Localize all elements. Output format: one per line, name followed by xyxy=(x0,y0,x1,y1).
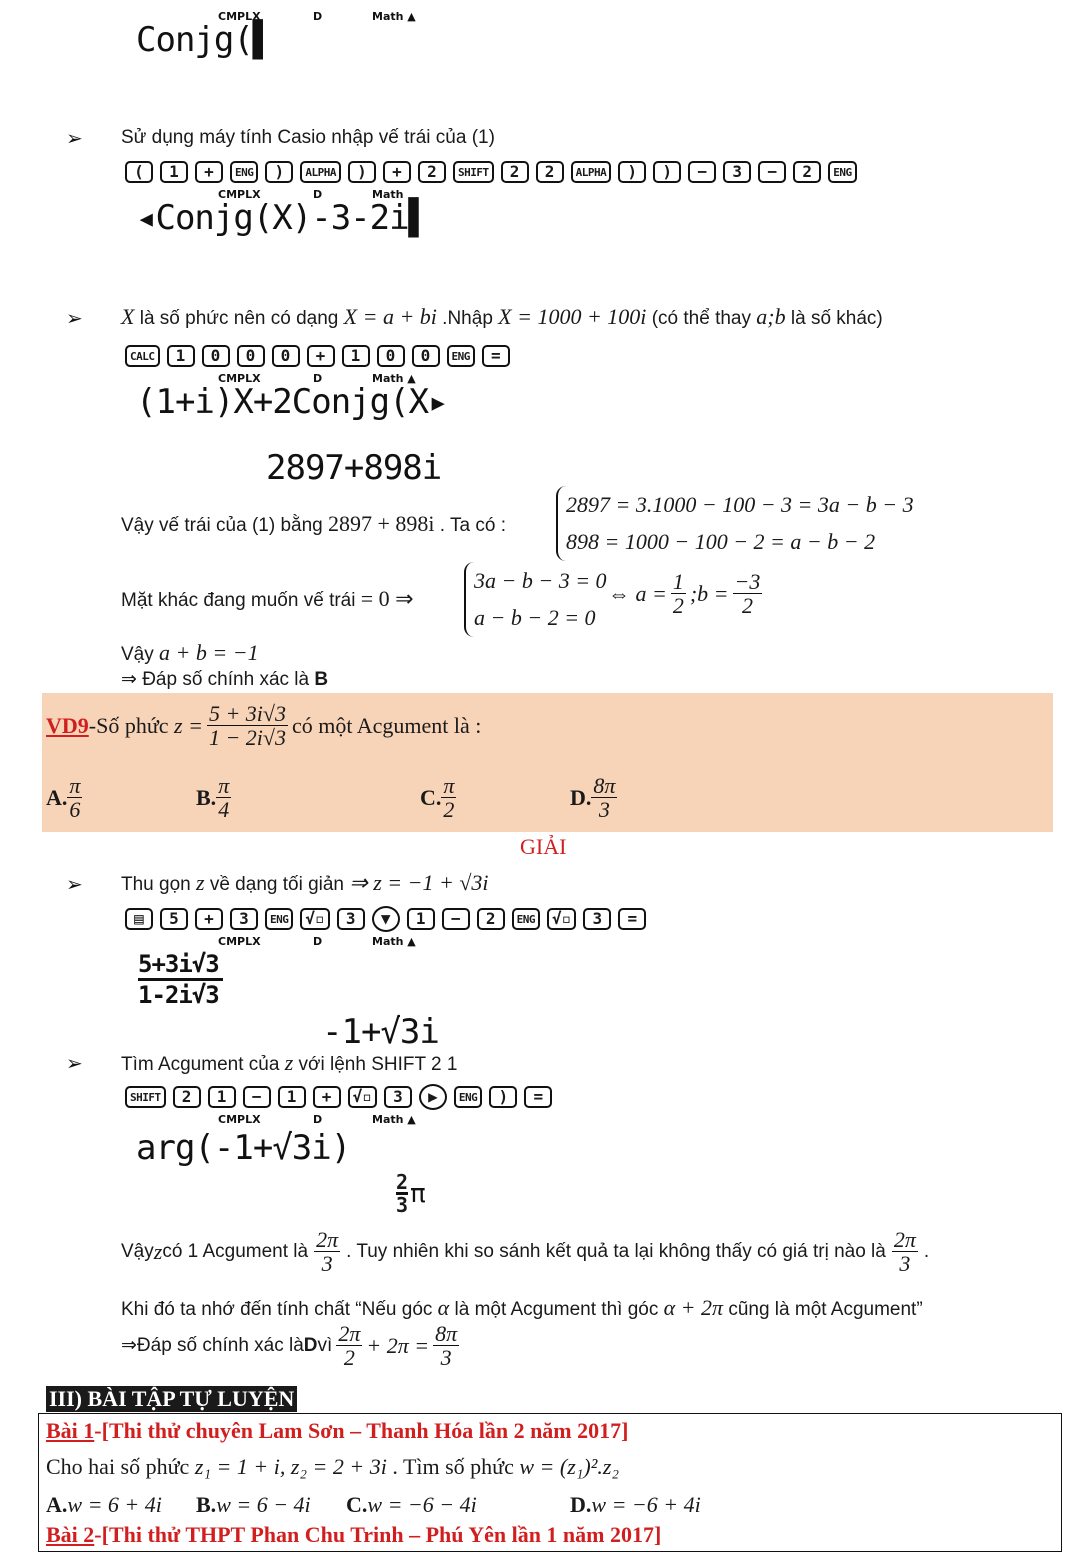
key-3[interactable]: 3 xyxy=(230,908,258,930)
key-plus[interactable]: + xyxy=(195,908,223,930)
d-indicator: D xyxy=(313,1113,323,1126)
key-2[interactable]: 2 xyxy=(418,161,446,183)
key-minus[interactable]: − xyxy=(758,161,786,183)
key-eng[interactable]: ENG xyxy=(512,908,540,930)
key-3[interactable]: 3 xyxy=(583,908,611,930)
cmplx-indicator: CMPLX xyxy=(218,188,261,201)
key-2[interactable]: 2 xyxy=(536,161,564,183)
calc-screen-step1: ◂Conjg(X)-3-2i▌ xyxy=(136,198,429,238)
key-sqrt[interactable]: √▫ xyxy=(348,1086,377,1108)
key-1[interactable]: 1 xyxy=(160,161,188,183)
key-eng[interactable]: ENG xyxy=(447,345,475,367)
conclude3-text: Vậy a + b = −1 xyxy=(121,640,259,665)
calc-result-step3: -1+√3i xyxy=(322,1012,439,1052)
bullet-arrow-icon: ➢ xyxy=(66,872,83,896)
bai1-option-a[interactable]: A.w = 6 + 4i xyxy=(46,1492,162,1517)
keys-row-2 xyxy=(125,342,510,370)
solution-a-b: ⇔ a = $\frac{1}{2}$ ;b = $\frac{-3}{2}$ xyxy=(608,569,761,619)
fraction: $\frac{8\pi}{3}$ xyxy=(435,1321,458,1371)
system-equations-1: 2897 = 3.1000 − 100 − 3 = 3a − b − 3 898 = 1000 − 100 − 2 = a − b − 2 xyxy=(556,486,914,561)
key-sqrt[interactable]: √▫ xyxy=(300,908,329,930)
option-d[interactable]: D. $\frac{8\pi}{3}$ xyxy=(570,773,616,823)
fraction: $\frac{1}{2}$ xyxy=(672,569,684,619)
key-fraction[interactable]: ▤ xyxy=(125,908,153,930)
solution-heading: GIẢI xyxy=(520,834,567,859)
key-close-paren[interactable]: ) xyxy=(265,161,293,183)
calc-screen-fraction: 5+3i√3 1-2i√3 xyxy=(138,950,223,1009)
key-eng[interactable]: ENG xyxy=(230,161,258,183)
key-0[interactable]: 0 xyxy=(237,345,265,367)
key-sqrt[interactable]: √▫ xyxy=(547,908,576,930)
key-3[interactable]: 3 xyxy=(337,908,365,930)
vd9-question: VD9 -Số phức z = $\frac{5 + 3i√3}{1 - 2i√3}$ có một Acgument là : xyxy=(46,701,482,751)
fraction: $\frac{\pi}{6}$ xyxy=(69,773,81,823)
key-2[interactable]: 2 xyxy=(501,161,529,183)
key-1[interactable]: 1 xyxy=(407,908,435,930)
conclude4-text: Vậy z có 1 Acgument là $\frac{2\pi}{3}$ . Tuy nhiên khi so sánh kết quả ta lại không thấy có giá trị nào là $\frac{2\pi}{3}$ . xyxy=(121,1227,930,1277)
key-eng[interactable]: ENG xyxy=(265,908,293,930)
key-alpha[interactable]: ALPHA xyxy=(300,161,341,183)
answer1-text: ⇒ Đáp số chính xác là B xyxy=(121,669,329,690)
bai1-option-b[interactable]: B.w = 6 − 4i xyxy=(196,1492,311,1517)
math-indicator: Math xyxy=(372,188,404,201)
key-3[interactable]: 3 xyxy=(723,161,751,183)
key-minus[interactable]: − xyxy=(442,908,470,930)
math-indicator: Math ▲ xyxy=(372,1113,416,1126)
answer2-text: ⇒ Đáp số chính xác là D vì $\frac{2\pi}{2}$ + 2π = $\frac{8\pi}{3}$ xyxy=(121,1321,458,1371)
key-2[interactable]: 2 xyxy=(477,908,505,930)
key-1[interactable]: 1 xyxy=(208,1086,236,1108)
key-open-paren[interactable]: ( xyxy=(125,161,153,183)
key-shift[interactable]: SHIFT xyxy=(125,1086,166,1108)
bai2-title: Bài 2-[Thi thử THPT Phan Chu Trinh – Phú Yên lần 1 năm 2017] xyxy=(46,1522,662,1547)
key-1[interactable]: 1 xyxy=(167,345,195,367)
d-indicator: D xyxy=(313,935,323,948)
key-2[interactable]: 2 xyxy=(173,1086,201,1108)
calc-result-step4: 2 3 π xyxy=(396,1170,425,1217)
fraction: $\frac{5 + 3i√3}{1 - 2i√3}$ xyxy=(208,701,286,751)
calc-result-step2: 2897+898i xyxy=(266,448,442,488)
cmplx-indicator: CMPLX xyxy=(218,935,261,948)
key-shift[interactable]: SHIFT xyxy=(453,161,494,183)
key-minus[interactable]: − xyxy=(243,1086,271,1108)
key-plus[interactable]: + xyxy=(313,1086,341,1108)
calc-screen-step4: arg(-1+√3i) xyxy=(136,1128,351,1168)
key-right-arrow[interactable]: ▶ xyxy=(419,1084,447,1110)
key-3[interactable]: 3 xyxy=(384,1086,412,1108)
keys-row-4 xyxy=(125,1083,552,1111)
key-2[interactable]: 2 xyxy=(793,161,821,183)
step3-text: Thu gọn z về dạng tối giản ⇒ z = −1 + √3i xyxy=(121,870,489,895)
fraction: $\frac{8\pi}{3}$ xyxy=(593,773,616,823)
math-indicator: Math ▲ xyxy=(372,372,416,385)
system-equations-2: 3a − b − 3 = 0 a − b − 2 = 0 xyxy=(464,562,607,637)
d-indicator: D xyxy=(313,188,323,201)
math-indicator: Math ▲ xyxy=(372,10,416,23)
key-0[interactable]: 0 xyxy=(202,345,230,367)
step1-text: Sử dụng máy tính Casio nhập vế trái của (1) xyxy=(121,127,495,148)
key-equals[interactable]: = xyxy=(482,345,510,367)
bullet-arrow-icon: ➢ xyxy=(66,1051,83,1075)
fraction: $\frac{\pi}{2}$ xyxy=(443,773,455,823)
key-minus[interactable]: − xyxy=(688,161,716,183)
cmplx-indicator: CMPLX xyxy=(218,10,261,23)
fraction: $\frac{2\pi}{2}$ xyxy=(338,1321,361,1371)
key-1[interactable]: 1 xyxy=(278,1086,306,1108)
key-close-paren[interactable]: ) xyxy=(348,161,376,183)
fraction: $\frac{2\pi}{3}$ xyxy=(316,1227,339,1277)
d-indicator: D xyxy=(313,10,323,23)
key-down-arrow[interactable]: ▼ xyxy=(372,906,400,932)
keys-row-3 xyxy=(125,905,646,933)
key-plus[interactable]: + xyxy=(383,161,411,183)
cmplx-indicator: CMPLX xyxy=(218,372,261,385)
option-c[interactable]: C. $\frac{\pi}{2}$ xyxy=(420,773,455,823)
section-heading: III) BÀI TẬP TỰ LUYỆN xyxy=(46,1386,297,1412)
step2-text: X là số phức nên có dạng X = a + bi .Nhập X = 1000 + 100i (có thể thay a;b là số khác) xyxy=(121,304,883,329)
key-close-paren[interactable]: ) xyxy=(618,161,646,183)
key-equals[interactable]: = xyxy=(524,1086,552,1108)
key-plus[interactable]: + xyxy=(307,345,335,367)
bai1-question: Cho hai số phức z₁ = 1 + i, z₂ = 2 + 3i . Tìm số phức w = (z₁)².z₂ xyxy=(46,1454,620,1479)
conclude5-text: Khi đó ta nhớ đến tính chất “Nếu góc α là một Acgument thì góc α + 2π cũng là một Acgument” xyxy=(121,1295,923,1320)
option-a[interactable]: A. $\frac{\pi}{6}$ xyxy=(46,773,81,823)
key-eng[interactable]: ENG xyxy=(828,161,856,183)
key-0[interactable]: 0 xyxy=(272,345,300,367)
key-0[interactable]: 0 xyxy=(412,345,440,367)
fraction: $\frac{-3}{2}$ xyxy=(734,569,761,619)
key-plus[interactable]: + xyxy=(195,161,223,183)
calc-screen-conjg: Conjg(▌ xyxy=(136,20,273,60)
cmplx-indicator: CMPLX xyxy=(218,1113,261,1126)
d-indicator: D xyxy=(313,372,323,385)
conclude2-text: Mặt khác đang muốn vế trái = 0 ⇒ xyxy=(121,586,414,611)
bullet-arrow-icon: ➢ xyxy=(66,126,83,150)
bai1-option-d[interactable]: D.w = −6 + 4i xyxy=(570,1492,701,1517)
fraction: $\frac{2\pi}{3}$ xyxy=(893,1227,916,1277)
fraction: $\frac{\pi}{4}$ xyxy=(218,773,230,823)
key-1[interactable]: 1 xyxy=(342,345,370,367)
key-close-paren[interactable]: ) xyxy=(489,1086,517,1108)
math-indicator: Math ▲ xyxy=(372,935,416,948)
bai1-title: Bài 1-[Thi thử chuyên Lam Sơn – Thanh Hóa lần 2 năm 2017] xyxy=(46,1418,629,1443)
bai1-option-c[interactable]: C.w = −6 − 4i xyxy=(346,1492,477,1517)
step4-text: Tìm Acgument của z với lệnh SHIFT 2 1 xyxy=(121,1050,458,1075)
calc-screen-step2: (1+i)X+2Conjg(X▸ xyxy=(136,382,448,422)
key-eng[interactable]: ENG xyxy=(454,1086,482,1108)
key-alpha[interactable]: ALPHA xyxy=(571,161,612,183)
key-equals[interactable]: = xyxy=(618,908,646,930)
conclude1-text: Vậy vế trái của (1) bằng 2897 + 898i . Ta có : xyxy=(121,511,506,536)
option-b[interactable]: B. $\frac{\pi}{4}$ xyxy=(196,773,230,823)
key-calc[interactable]: CALC xyxy=(125,345,160,367)
bullet-arrow-icon: ➢ xyxy=(66,306,83,330)
key-5[interactable]: 5 xyxy=(160,908,188,930)
key-0[interactable]: 0 xyxy=(377,345,405,367)
key-close-paren[interactable]: ) xyxy=(653,161,681,183)
keys-row-1 xyxy=(125,158,857,186)
